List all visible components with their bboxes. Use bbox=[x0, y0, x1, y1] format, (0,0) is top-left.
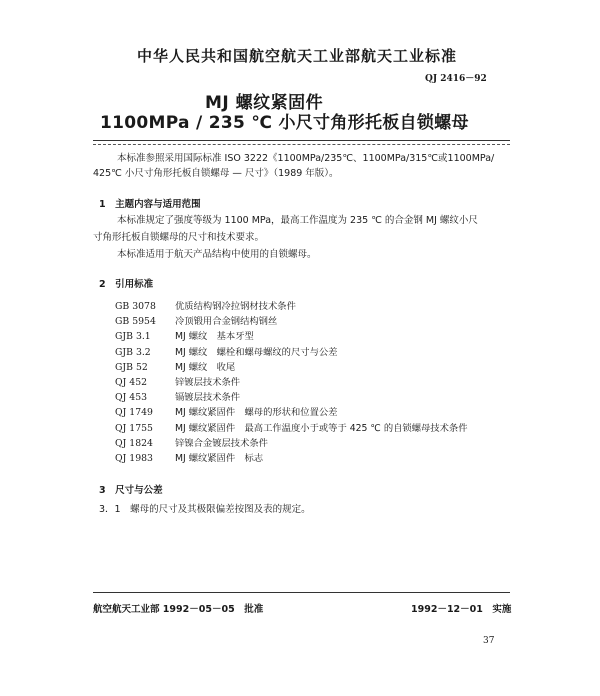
referenced-standards-list bbox=[115, 299, 468, 466]
document-title-line1: MJ 螺纹紧固件 bbox=[205, 93, 324, 113]
intro-line2: 425℃ 小尺寸角形托板自锁螺母 — 尺寸》（1989 年版）。 bbox=[93, 168, 339, 179]
std-code: QJ 453 bbox=[115, 392, 148, 404]
header-rule-dashed bbox=[93, 144, 510, 145]
list-item bbox=[115, 375, 468, 390]
intro-line1: 本标准参照采用国际标准 ISO 3222《1100MPa/235℃、1100MPa/315℃或1100MPa/ bbox=[117, 153, 495, 164]
list-item bbox=[115, 421, 468, 436]
std-code: GB 5954 bbox=[115, 316, 156, 328]
list-item bbox=[115, 360, 468, 375]
std-name: 锌镍合金镀层技术条件 bbox=[175, 437, 268, 449]
list-item bbox=[115, 436, 468, 451]
std-code: QJ 1983 bbox=[115, 452, 153, 464]
std-name: MJ 螺纹紧固件 标志 bbox=[175, 452, 264, 464]
list-item bbox=[115, 345, 468, 360]
standard-code: QJ 2416－92 bbox=[425, 74, 487, 84]
section1-para1-line1: 本标准规定了强度等级为 1100 MPa，最高工作温度为 235 ℃ 的合金钢 MJ 螺纹小尺 bbox=[117, 215, 478, 226]
footer-rule bbox=[93, 592, 510, 593]
approval-date: 航空航天工业部 1992－05－05 批准 bbox=[93, 604, 264, 615]
list-item bbox=[115, 405, 468, 420]
list-item bbox=[115, 390, 468, 405]
std-code: QJ 1824 bbox=[115, 437, 153, 449]
document-title-line2: 1100MPa / 235 ℃ 小尺寸角形托板自锁螺母 bbox=[100, 113, 469, 133]
page-number: 37 bbox=[483, 636, 495, 646]
section3-heading: 3 尺寸与公差 bbox=[99, 485, 163, 496]
std-name: 锌镀层技术条件 bbox=[175, 376, 241, 388]
std-name: MJ 螺纹 螺栓和螺母螺纹的尺寸与公差 bbox=[175, 346, 338, 358]
std-name: MJ 螺纹 基本牙型 bbox=[175, 331, 254, 343]
list-item bbox=[115, 314, 468, 329]
list-item bbox=[115, 451, 468, 466]
issuing-organization: 中华人民共和国航空航天工业部航天工业标准 bbox=[137, 47, 458, 65]
std-code: QJ 452 bbox=[115, 376, 148, 388]
std-name: 优质结构钢冷拉钢材技术条件 bbox=[175, 301, 296, 312]
effective-date: 1992－12－01 实施 bbox=[411, 604, 512, 615]
section3-1-text: 3．1 螺母的尺寸及其极限偏差按图及表的规定。 bbox=[99, 504, 311, 515]
section1-heading: 1 主题内容与适用范围 bbox=[99, 199, 201, 210]
std-name: MJ 螺纹紧固件 最高工作温度小于或等于 425 ℃ 的自锁螺母技术条件 bbox=[175, 422, 468, 434]
std-code: GJB 3.2 bbox=[115, 346, 151, 358]
std-name: 镉镀层技术条件 bbox=[175, 392, 241, 404]
section1-para1-line2: 寸角形托板自锁螺母的尺寸和技术要求。 bbox=[93, 232, 265, 243]
std-code: QJ 1749 bbox=[115, 407, 153, 419]
section2-heading: 2 引用标准 bbox=[99, 279, 154, 290]
header-rule bbox=[93, 140, 510, 141]
std-code: GJB 52 bbox=[115, 361, 148, 373]
list-item bbox=[115, 299, 468, 314]
std-name: MJ 螺纹紧固件 螺母的形状和位置公差 bbox=[175, 407, 338, 419]
std-code: GJB 3.1 bbox=[115, 331, 151, 343]
std-name: 冷顶锻用合金钢结构钢丝 bbox=[175, 316, 278, 328]
std-code: QJ 1755 bbox=[115, 422, 153, 434]
std-code: GB 3078 bbox=[115, 301, 156, 312]
section1-para2: 本标准适用于航天产品结构中使用的自锁螺母。 bbox=[117, 249, 317, 260]
std-name: MJ 螺纹 收尾 bbox=[175, 361, 236, 373]
list-item bbox=[115, 329, 468, 344]
